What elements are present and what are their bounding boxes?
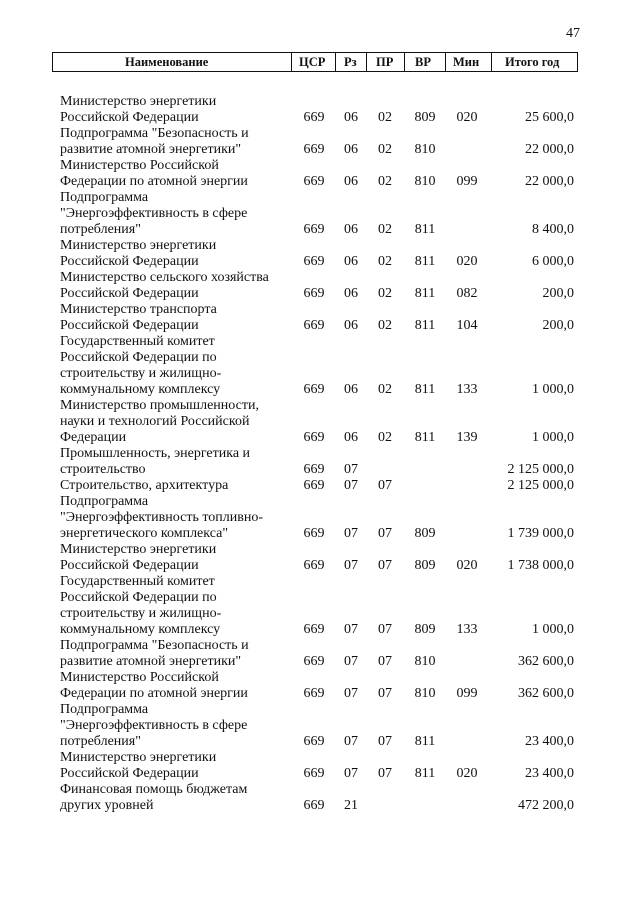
table-row — [0, 542, 640, 574]
column-divider — [366, 53, 367, 71]
cell-pr: 07 — [378, 734, 392, 749]
cell-vr: 811 — [414, 254, 436, 269]
row-name — [60, 158, 290, 190]
cell-rz: 06 — [344, 430, 358, 445]
cell-csr: 669 — [303, 462, 325, 477]
cell-vr: 811 — [414, 286, 436, 301]
cell-csr: 669 — [303, 222, 325, 237]
cell-rz: 06 — [344, 222, 358, 237]
row-name-line: Министерство сельского хозяйства — [60, 270, 269, 285]
cell-vr: 810 — [414, 174, 436, 189]
row-name — [60, 190, 290, 238]
cell-total: 200,0 — [542, 318, 574, 333]
cell-pr: 07 — [378, 622, 392, 637]
cell-pr: 02 — [378, 254, 392, 269]
cell-total: 472 200,0 — [518, 798, 574, 813]
table-row — [0, 190, 640, 238]
column-header-rz: Рз — [344, 55, 357, 69]
cell-total: 23 400,0 — [525, 766, 574, 781]
table-row — [0, 574, 640, 638]
cell-rz: 07 — [344, 558, 358, 573]
cell-pr: 07 — [378, 558, 392, 573]
cell-total: 23 400,0 — [525, 734, 574, 749]
table-row — [0, 478, 640, 494]
cell-pr: 07 — [378, 654, 392, 669]
cell-min: 099 — [456, 174, 478, 189]
row-name — [60, 334, 290, 398]
row-name — [60, 478, 290, 494]
cell-total: 25 600,0 — [525, 110, 574, 125]
column-divider — [291, 53, 292, 71]
row-name-line: Министерство энергетики — [60, 750, 217, 765]
row-name — [60, 270, 290, 302]
cell-rz: 07 — [344, 734, 358, 749]
table-row — [0, 334, 640, 398]
cell-total: 362 600,0 — [518, 686, 574, 701]
row-name-line: Государственный комитет — [60, 574, 215, 589]
cell-csr: 669 — [303, 526, 325, 541]
cell-csr: 669 — [303, 174, 325, 189]
cell-rz: 21 — [344, 798, 358, 813]
cell-total: 6 000,0 — [532, 254, 574, 269]
row-name — [60, 302, 290, 334]
cell-vr: 810 — [414, 686, 436, 701]
cell-total: 1 000,0 — [532, 382, 574, 397]
row-name-line: науки и технологий Российской — [60, 414, 250, 429]
cell-total: 1 738 000,0 — [507, 558, 574, 573]
row-name-line: Подпрограмма — [60, 494, 149, 509]
cell-rz: 07 — [344, 766, 358, 781]
cell-vr: 811 — [414, 766, 436, 781]
column-divider — [335, 53, 336, 71]
cell-total: 2 125 000,0 — [507, 462, 574, 477]
cell-total: 1 739 000,0 — [507, 526, 574, 541]
cell-rz: 06 — [344, 142, 358, 157]
row-name — [60, 574, 290, 638]
cell-pr: 02 — [378, 318, 392, 333]
table-row — [0, 238, 640, 270]
cell-pr: 02 — [378, 174, 392, 189]
cell-vr: 811 — [414, 734, 436, 749]
row-name — [60, 782, 290, 814]
cell-total: 22 000,0 — [525, 174, 574, 189]
cell-csr: 669 — [303, 318, 325, 333]
row-name-line: Финансовая помощь бюджетам — [60, 782, 248, 797]
row-name-line: Российской Федерации — [60, 318, 199, 333]
cell-total: 1 000,0 — [532, 430, 574, 445]
row-name — [60, 398, 290, 446]
row-name-line: развитие атомной энергетики" — [60, 142, 242, 157]
row-name-line: Министерство промышленности, — [60, 398, 259, 413]
cell-csr: 669 — [303, 286, 325, 301]
cell-rz: 07 — [344, 654, 358, 669]
row-name-line: Подпрограмма — [60, 702, 149, 717]
cell-pr: 07 — [378, 686, 392, 701]
cell-rz: 07 — [344, 462, 358, 477]
row-name-line: Федерации по атомной энергии — [60, 686, 248, 701]
cell-vr: 811 — [414, 382, 436, 397]
row-name-line: строительству и жилищно- — [60, 606, 222, 621]
row-name-line: развитие атомной энергетики" — [60, 654, 242, 669]
page-number: 47 — [566, 26, 580, 41]
cell-pr: 02 — [378, 382, 392, 397]
cell-rz: 07 — [344, 526, 358, 541]
cell-total: 1 000,0 — [532, 622, 574, 637]
cell-vr: 811 — [414, 318, 436, 333]
row-name — [60, 126, 290, 158]
row-name-line: Министерство энергетики — [60, 542, 217, 557]
row-name — [60, 494, 290, 542]
cell-total: 22 000,0 — [525, 142, 574, 157]
row-name-line: строительству и жилищно- — [60, 366, 222, 381]
row-name-line: Министерство энергетики — [60, 238, 217, 253]
table-row — [0, 158, 640, 190]
cell-rz: 06 — [344, 318, 358, 333]
row-name-line: энергетического комплекса" — [60, 526, 229, 541]
table-row — [0, 94, 640, 126]
row-name-line: "Энергоэффективность в сфере — [60, 718, 248, 733]
table-row — [0, 750, 640, 782]
column-header-vr: ВР — [415, 55, 431, 69]
cell-total: 8 400,0 — [532, 222, 574, 237]
row-name-line: потребления" — [60, 222, 141, 237]
table-row — [0, 126, 640, 158]
row-name-line: строительство — [60, 462, 146, 477]
row-name — [60, 702, 290, 750]
row-name-line: коммунальному комплексу — [60, 382, 221, 397]
table-row — [0, 398, 640, 446]
row-name-line: Министерство Российской — [60, 670, 219, 685]
cell-vr: 811 — [414, 430, 436, 445]
row-name — [60, 446, 290, 478]
cell-vr: 809 — [414, 558, 436, 573]
row-name-line: Министерство энергетики — [60, 94, 217, 109]
cell-rz: 06 — [344, 110, 358, 125]
cell-csr: 669 — [303, 798, 325, 813]
table-row — [0, 782, 640, 814]
row-name-line: Федерации — [60, 430, 127, 445]
cell-rz: 06 — [344, 174, 358, 189]
row-name-line: Российской Федерации — [60, 254, 199, 269]
row-name-line: Подпрограмма — [60, 190, 149, 205]
table-row — [0, 446, 640, 478]
row-name-line: Министерство транспорта — [60, 302, 217, 317]
table-row — [0, 494, 640, 542]
row-name — [60, 94, 290, 126]
column-divider — [404, 53, 405, 71]
cell-pr: 02 — [378, 222, 392, 237]
row-name-line: Российской Федерации — [60, 766, 199, 781]
column-header-total: Итого год — [505, 55, 560, 69]
cell-csr: 669 — [303, 558, 325, 573]
cell-pr: 02 — [378, 430, 392, 445]
row-name-line: Промышленность, энергетика и — [60, 446, 251, 461]
cell-total: 200,0 — [542, 286, 574, 301]
cell-pr: 07 — [378, 766, 392, 781]
cell-min: 099 — [456, 686, 478, 701]
cell-rz: 07 — [344, 686, 358, 701]
column-header-pr: ПР — [376, 55, 394, 69]
row-name-line: Подпрограмма "Безопасность и — [60, 126, 249, 141]
cell-min: 020 — [456, 254, 478, 269]
row-name-line: Подпрограмма "Безопасность и — [60, 638, 249, 653]
cell-csr: 669 — [303, 686, 325, 701]
row-name-line: других уровней — [60, 798, 154, 813]
column-divider — [491, 53, 492, 71]
row-name-line: Российской Федерации по — [60, 590, 217, 605]
row-name-line: Федерации по атомной энергии — [60, 174, 248, 189]
cell-vr: 809 — [414, 110, 436, 125]
row-name-line: Российской Федерации — [60, 558, 199, 573]
column-divider — [445, 53, 446, 71]
row-name-line: "Энергоэффективность в сфере — [60, 206, 248, 221]
cell-vr: 811 — [414, 222, 436, 237]
cell-csr: 669 — [303, 430, 325, 445]
cell-min: 133 — [456, 622, 478, 637]
cell-pr: 02 — [378, 110, 392, 125]
cell-total: 2 125 000,0 — [507, 478, 574, 493]
cell-csr: 669 — [303, 110, 325, 125]
cell-min: 020 — [456, 110, 478, 125]
row-name-line: Строительство, архитектура — [60, 478, 229, 493]
cell-pr: 07 — [378, 526, 392, 541]
cell-rz: 06 — [344, 382, 358, 397]
cell-rz: 06 — [344, 286, 358, 301]
cell-vr: 810 — [414, 654, 436, 669]
row-name — [60, 750, 290, 782]
cell-min: 020 — [456, 558, 478, 573]
row-name-line: Российской Федерации — [60, 286, 199, 301]
cell-csr: 669 — [303, 478, 325, 493]
column-header-csr: ЦСР — [299, 55, 326, 69]
row-name — [60, 638, 290, 670]
cell-rz: 06 — [344, 254, 358, 269]
cell-vr: 809 — [414, 526, 436, 541]
cell-pr: 02 — [378, 286, 392, 301]
cell-min: 104 — [456, 318, 478, 333]
cell-min: 133 — [456, 382, 478, 397]
table-row — [0, 702, 640, 750]
cell-vr: 809 — [414, 622, 436, 637]
cell-rz: 07 — [344, 478, 358, 493]
cell-min: 020 — [456, 766, 478, 781]
column-header-min: Мин — [453, 55, 480, 69]
column-header-name: Наименование — [125, 55, 209, 69]
cell-vr: 810 — [414, 142, 436, 157]
row-name — [60, 670, 290, 702]
cell-rz: 07 — [344, 622, 358, 637]
table-header — [52, 52, 578, 72]
row-name — [60, 542, 290, 574]
row-name-line: потребления" — [60, 734, 141, 749]
cell-pr: 02 — [378, 142, 392, 157]
cell-csr: 669 — [303, 766, 325, 781]
cell-csr: 669 — [303, 622, 325, 637]
cell-csr: 669 — [303, 254, 325, 269]
cell-min: 139 — [456, 430, 478, 445]
cell-pr: 07 — [378, 478, 392, 493]
table-row — [0, 670, 640, 702]
row-name-line: "Энергоэффективность топливно- — [60, 510, 263, 525]
row-name-line: Государственный комитет — [60, 334, 215, 349]
cell-csr: 669 — [303, 734, 325, 749]
row-name-line: Российской Федерации по — [60, 350, 217, 365]
table-row — [0, 638, 640, 670]
row-name-line: коммунальному комплексу — [60, 622, 221, 637]
cell-csr: 669 — [303, 142, 325, 157]
row-name — [60, 238, 290, 270]
table-row — [0, 302, 640, 334]
cell-min: 082 — [456, 286, 478, 301]
cell-total: 362 600,0 — [518, 654, 574, 669]
row-name-line: Министерство Российской — [60, 158, 219, 173]
cell-csr: 669 — [303, 382, 325, 397]
cell-csr: 669 — [303, 654, 325, 669]
row-name-line: Российской Федерации — [60, 110, 199, 125]
table-row — [0, 270, 640, 302]
